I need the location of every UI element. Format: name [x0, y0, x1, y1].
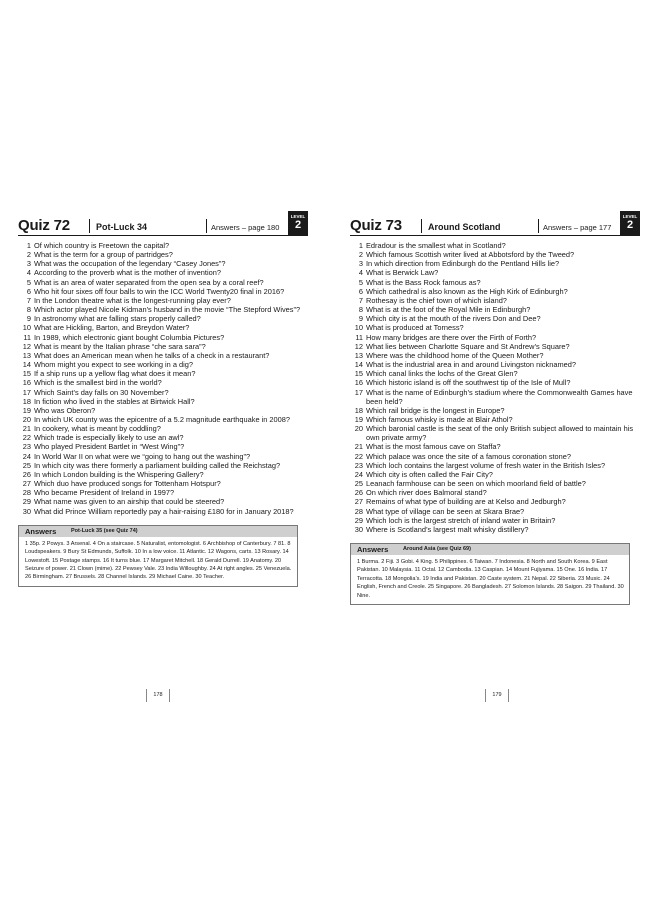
question-number: 22 [22, 433, 31, 443]
question-text: Which cathedral is also known as the High Kirk of Edinburgh? [366, 286, 568, 296]
question-item [18, 296, 308, 305]
question-number: 8 [358, 305, 363, 315]
question-item [350, 442, 640, 451]
question-number: 8 [26, 305, 31, 315]
right-page [350, 212, 640, 605]
question-text: What is produced at Torness? [366, 323, 464, 333]
question-text: Which duo have produced songs for Tottenham Hotspur? [34, 479, 221, 489]
question-item [350, 470, 640, 479]
question-number: 7 [358, 295, 363, 305]
question-text: Rothesay is the chief town of which island? [366, 295, 507, 305]
level-number: 2 [626, 219, 634, 231]
question-number: 16 [22, 378, 31, 388]
question-number: 24 [354, 469, 363, 479]
quiz-number: Quiz 72 [18, 217, 70, 234]
question-item [18, 241, 308, 250]
question-number: 27 [22, 479, 31, 489]
question-item [350, 424, 640, 442]
question-item [18, 287, 308, 296]
question-number: 23 [354, 460, 363, 470]
question-number: 11 [23, 332, 31, 342]
question-item [350, 296, 640, 305]
question-item [350, 452, 640, 461]
question-item [350, 406, 640, 415]
question-item [18, 388, 308, 397]
answers-label: Answers [357, 545, 389, 554]
question-text: Where was the childhood home of the Queen Mother? [366, 350, 544, 360]
question-text: Who was Oberon? [34, 405, 96, 415]
question-number: 7 [26, 295, 31, 305]
question-number: 3 [358, 259, 363, 269]
question-item [350, 250, 640, 259]
question-number: 26 [354, 488, 363, 498]
question-text: Which historic island is off the southwest tip of the Isle of Mull? [366, 378, 571, 388]
question-text: What are Hickling, Barton, and Breydon Water? [34, 323, 190, 333]
header-divider [421, 219, 422, 233]
question-item [350, 333, 640, 342]
question-number: 22 [354, 451, 363, 461]
question-text: Which Saint’s day falls on 30 November? [34, 387, 169, 397]
question-item [350, 241, 640, 250]
question-number: 10 [22, 323, 31, 333]
question-text: Which palace was once the site of a famous coronation stone? [366, 451, 572, 461]
question-number: 16 [354, 378, 363, 388]
question-number: 23 [22, 442, 31, 452]
question-number: 19 [22, 405, 31, 415]
question-item [18, 507, 308, 516]
question-number: 12 [22, 341, 31, 351]
header-divider [538, 219, 539, 233]
question-item [350, 388, 640, 406]
question-number: 28 [354, 506, 363, 516]
question-number: 25 [354, 479, 363, 489]
question-item [18, 323, 308, 332]
question-item [350, 287, 640, 296]
question-item [18, 497, 308, 506]
question-item [18, 314, 308, 323]
question-text: Which loch contains the largest volume of fresh water in the British Isles? [366, 460, 606, 470]
quiz-header [350, 212, 640, 236]
question-item [18, 360, 308, 369]
question-text: Edradour is the smallest what in Scotland? [366, 241, 506, 250]
question-text: What was the occupation of the legendary “Casey Jones”? [34, 259, 226, 269]
question-text: In which UK county was the epicentre of a 5.2 magnitude earthquake in 2008? [34, 414, 290, 424]
question-number: 26 [22, 469, 31, 479]
question-text: In cookery, what is meant by coddling? [34, 424, 161, 434]
header-divider [206, 219, 207, 233]
question-text: What is the Bass Rock famous as? [366, 277, 481, 287]
question-number: 11 [355, 332, 363, 342]
question-item [18, 268, 308, 277]
question-item [350, 525, 640, 534]
question-number: 13 [354, 350, 363, 360]
header-divider [89, 219, 90, 233]
question-number: 15 [22, 369, 31, 379]
question-text: In World War II on what were we “going to hang out the washing”? [34, 451, 251, 461]
question-number: 21 [354, 442, 363, 452]
question-item [350, 488, 640, 497]
question-text: Which famous whisky is made at Blair Athol? [366, 414, 513, 424]
question-item [350, 351, 640, 360]
quiz-number: Quiz 73 [350, 217, 402, 234]
question-item [18, 470, 308, 479]
question-text: In fiction who lived in the stables at Birtwick Hall? [34, 396, 195, 406]
question-text: Where is Scotland’s largest malt whisky distillery? [366, 524, 529, 534]
question-item [350, 323, 640, 332]
question-number: 20 [22, 414, 31, 424]
level-number: 2 [294, 219, 302, 231]
question-item [350, 278, 640, 287]
question-number: 30 [354, 524, 363, 534]
question-text: Which famous Scottish writer lived at Abbotsford by the Tweed? [366, 250, 575, 260]
question-item [18, 424, 308, 433]
quiz-header [18, 212, 308, 236]
question-item [18, 461, 308, 470]
level-badge [288, 211, 308, 236]
question-item [350, 461, 640, 470]
level-label: LEVEL [622, 214, 638, 219]
question-item [18, 406, 308, 415]
question-item [350, 360, 640, 369]
answers-box [350, 543, 630, 605]
question-number: 18 [22, 396, 31, 406]
question-number: 5 [26, 277, 31, 287]
question-number: 10 [354, 323, 363, 333]
question-text: In which direction from Edinburgh do the Pentland Hills lie? [366, 259, 560, 269]
question-number: 2 [358, 250, 363, 260]
question-number: 4 [358, 268, 363, 278]
level-label: LEVEL [290, 214, 306, 219]
question-number: 6 [26, 286, 31, 296]
answers-header [19, 526, 297, 537]
question-text: According to the proverb what is the mother of invention? [34, 268, 221, 278]
page-number: 178 [146, 689, 170, 702]
question-number: 9 [26, 314, 31, 324]
question-number: 4 [26, 268, 31, 278]
answers-text: 1 35p. 2 Powys. 3 Arsenal. 4 On a staircase. 5 Naturalist, entomologist. 6 Archbishop of Canterbury. 7 81. 8 Loudspeakers. 9 Bury St Edmunds, Suffolk. 10 In a low voice. 11 Atlantic. 12 Wagons, carts. 13 Rosary. 14 Lowestoft. 15 Postage stamps. 16 It turns blue. 17 Margaret Mitchell. 18 Gerald Durrell. 19 Anatomy. 20 Seizure of power. 21 Clown (mime). 22 Pewsey Vale. 23 India Willoughby. 24 At right angles. 25 Venezuela. 26 Birmingham. 27 Brussels. 28 Channel Islands. 29 Michael Caine. 30 Teacher. [25, 540, 292, 581]
question-text: Which actor played Nicole Kidman’s husband in the movie “The Stepford Wives”? [34, 305, 301, 315]
page-number: 179 [485, 689, 509, 702]
question-text: Which is the smallest bird in the world? [34, 378, 162, 388]
question-text: What is the name of Edinburgh’s stadium where the Commonwealth Games have been held? [366, 387, 633, 406]
question-text: In astronomy what are falling stars properly called? [34, 314, 201, 324]
question-text: Which trade is especially likely to use an awl? [34, 433, 184, 443]
question-item [18, 397, 308, 406]
left-page [18, 212, 308, 587]
answers-source: Around Asia (see Quiz 69) [403, 546, 471, 552]
question-item [18, 369, 308, 378]
question-text: Which city is often called the Fair City? [366, 469, 493, 479]
question-item [350, 479, 640, 488]
question-item [18, 452, 308, 461]
question-text: Which canal links the lochs of the Great Glen? [366, 369, 518, 379]
question-item [350, 415, 640, 424]
question-item [350, 259, 640, 268]
question-text: In 1989, which electronic giant bought Columbia Pictures? [34, 332, 225, 342]
question-text: What lies between Charlotte Square and St Andrew’s Square? [366, 341, 570, 351]
question-text: On which river does Balmoral stand? [366, 488, 487, 498]
question-text: Which city is at the mouth of the rivers Don and Dee? [366, 314, 541, 324]
question-number: 1 [26, 241, 31, 250]
question-item [350, 378, 640, 387]
answers-box [18, 525, 298, 587]
question-number: 1 [358, 241, 363, 250]
question-item [18, 442, 308, 451]
question-item [18, 342, 308, 351]
question-text: What does an American mean when he talks of a check in a restaurant? [34, 350, 270, 360]
question-text: Who became President of Ireland in 1997? [34, 488, 175, 498]
question-text: Which baronial castle is the seat of the only British subject allowed to maintain his own private army? [366, 424, 634, 443]
quiz-title: Pot-Luck 34 [96, 222, 148, 232]
question-number: 3 [26, 259, 31, 269]
question-text: What is an area of water separated from the open sea by a coral reef? [34, 277, 264, 287]
question-item [350, 342, 640, 351]
question-text: What name was given to an airship that could be steered? [34, 497, 225, 507]
question-number: 9 [358, 314, 363, 324]
question-text: In which city was there formerly a parliament building called the Reichstag? [34, 460, 281, 470]
question-item [18, 278, 308, 287]
question-number: 5 [358, 277, 363, 287]
question-number: 21 [22, 424, 31, 434]
question-text: In the London theatre what is the longest-running play ever? [34, 295, 231, 305]
question-number: 2 [26, 250, 31, 260]
question-text: What type of village can be seen at Skara Brae? [366, 506, 525, 516]
question-item [18, 433, 308, 442]
quiz-title: Around Scotland [428, 222, 501, 232]
answers-label: Answers [25, 526, 57, 536]
question-number: 20 [354, 424, 363, 434]
question-item [18, 378, 308, 387]
question-list [18, 241, 308, 516]
question-number: 24 [22, 451, 31, 461]
answers-text: 1 Burma. 2 Fiji. 3 Gobi. 4 King. 5 Philippines. 6 Taiwan. 7 Indonesia. 8 North and South Korea. 9 East Pakistan. 10 Malaysia. 11 Octal. 12 Cambodia. 13 Caspian. 14 Mount Fujiyama. 15 One. 16 India. 17 Terracotta. 18 Mongolia’s. 19 India and Pakistan. 20 Caste system. 21 Nepal. 22 Siberia. 23 Music. 24 English, French and Creole. 25 Singapore. 26 Bangladesh. 27 Solomon Islands. 28 Saigon. 29 Thailand. 30 Nine. [357, 559, 624, 599]
question-text: What is the most famous cave on Staffa? [366, 442, 501, 452]
question-number: 27 [354, 497, 363, 507]
question-number: 12 [354, 341, 363, 351]
question-text: What is meant by the Italian phrase “che sara sara”? [34, 341, 206, 351]
question-number: 29 [22, 497, 31, 507]
question-item [350, 516, 640, 525]
question-item [350, 314, 640, 323]
level-badge [620, 211, 640, 236]
question-item [18, 259, 308, 268]
question-text: Whom might you expect to see working in a dig? [34, 360, 193, 370]
question-number: 25 [22, 460, 31, 470]
question-number: 28 [22, 488, 31, 498]
question-text: If a ship runs up a yellow flag what does it mean? [34, 369, 196, 379]
question-item [18, 333, 308, 342]
question-number: 30 [22, 506, 31, 516]
question-item [18, 488, 308, 497]
question-number: 17 [22, 387, 31, 397]
question-text: Leanach farmhouse can be seen on which moorland field of battle? [366, 479, 586, 489]
question-number: 17 [354, 387, 363, 397]
question-item [18, 305, 308, 314]
question-item [350, 268, 640, 277]
question-number: 14 [22, 360, 31, 370]
question-text: Who played President Bartlet in “West Wing”? [34, 442, 185, 452]
question-number: 13 [22, 350, 31, 360]
answers-page-reference: Answers – page 177 [543, 223, 612, 232]
question-text: What did Prince William reportedly pay a hair-raising £180 for in January 2018? [34, 506, 294, 516]
question-item [18, 415, 308, 424]
question-text: Who hit four sixes off four balls to win the ICC World Twenty20 final in 2016? [34, 286, 285, 296]
question-item [350, 507, 640, 516]
question-item [350, 497, 640, 506]
question-item [18, 479, 308, 488]
question-text: In which London building is the Whispering Gallery? [34, 469, 204, 479]
question-number: 19 [354, 414, 363, 424]
question-item [350, 305, 640, 314]
question-number: 29 [354, 515, 363, 525]
question-number: 14 [354, 360, 363, 370]
answers-page-reference: Answers – page 180 [211, 223, 280, 232]
question-text: Remains of what type of building are at Kelso and Jedburgh? [366, 497, 566, 507]
question-text: How many bridges are there over the Firth of Forth? [366, 332, 537, 342]
question-text: Which loch is the largest stretch of inland water in Britain? [366, 515, 556, 525]
question-text: What is the term for a group of partridges? [34, 250, 173, 260]
question-item [350, 369, 640, 378]
question-number: 15 [354, 369, 363, 379]
answers-source: Pot-Luck 35 (see Quiz 74) [71, 527, 138, 534]
question-list [350, 241, 640, 534]
question-number: 6 [358, 286, 363, 296]
question-text: Which rail bridge is the longest in Europe? [366, 405, 505, 415]
question-item [18, 351, 308, 360]
question-item [18, 250, 308, 259]
answers-header [351, 544, 629, 555]
question-text: What is Berwick Law? [366, 268, 439, 278]
question-text: What is at the foot of the Royal Mile in Edinburgh? [366, 305, 531, 315]
question-text: Of which country is Freetown the capital? [34, 241, 170, 250]
question-number: 18 [354, 405, 363, 415]
question-text: What is the industrial area in and around Livingston nicknamed? [366, 360, 576, 370]
